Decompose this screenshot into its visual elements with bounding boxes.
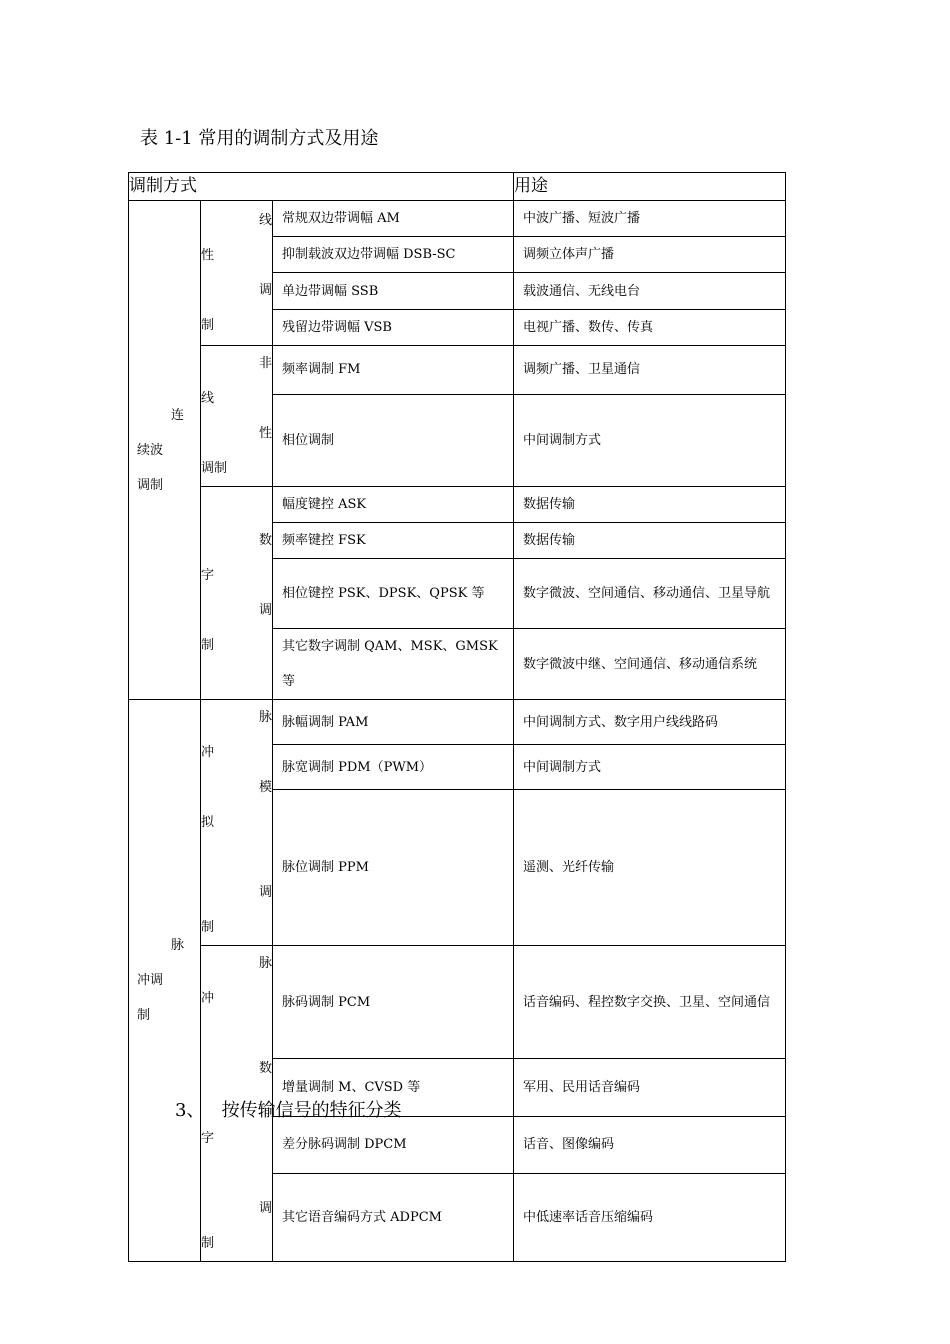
subgroup-digital: 数 字 调 制 xyxy=(201,487,273,700)
usage-cell: 调频立体声广播 xyxy=(514,237,786,273)
table-row xyxy=(129,487,786,523)
method-cell: 其它语音编码方式 ADPCM xyxy=(273,1174,514,1262)
section-heading: 3、 按传输信号的特征分类 xyxy=(175,1100,402,1121)
method-cell: 常规双边带调幅 AM xyxy=(273,201,514,237)
table-row xyxy=(129,201,786,237)
subgroup-pulse-digital: 脉 冲 数 字 调 制 xyxy=(201,946,273,1262)
method-cell: 差分脉码调制 DPCM xyxy=(273,1116,514,1173)
usage-cell: 数据传输 xyxy=(514,523,786,559)
category-pulse-label: 脉 冲调 制 xyxy=(137,938,185,1023)
category-continuous-label: 连 续波 调制 xyxy=(137,407,185,493)
usage-cell: 数字微波中继、空间通信、移动通信系统 xyxy=(514,629,786,700)
usage-cell: 中低速率话音压缩编码 xyxy=(514,1174,786,1262)
subgroup-nonlinear: 非 线 性 调制 xyxy=(201,346,273,487)
category-pulse xyxy=(129,700,201,1262)
subgroup-linear: 线 性 调 制 xyxy=(201,201,273,346)
method-cell: 幅度键控 ASK xyxy=(273,487,514,523)
table-row xyxy=(129,346,786,395)
category-continuous xyxy=(129,201,201,700)
method-cell: 脉位调制 PPM xyxy=(273,790,514,946)
table-caption: 表 1-1 常用的调制方式及用途 xyxy=(140,128,379,149)
usage-cell: 中间调制方式 xyxy=(514,394,786,486)
method-cell: 频率键控 FSK xyxy=(273,523,514,559)
usage-cell: 调频广播、卫星通信 xyxy=(514,346,786,395)
usage-cell: 数据传输 xyxy=(514,487,786,523)
table-row xyxy=(129,700,786,745)
usage-cell: 军用、民用话音编码 xyxy=(514,1059,786,1116)
usage-cell: 中波广播、短波广播 xyxy=(514,201,786,237)
usage-cell: 中间调制方式 xyxy=(514,745,786,790)
method-cell: 其它数字调制 QAM、MSK、GMSK 等 xyxy=(273,629,514,700)
usage-cell: 遥测、光纤传输 xyxy=(514,790,786,946)
method-cell: 脉幅调制 PAM xyxy=(273,700,514,745)
method-cell: 抑制载波双边带调幅 DSB-SC xyxy=(273,237,514,273)
method-cell: 相位调制 xyxy=(273,394,514,486)
header-usage: 用途 xyxy=(514,173,786,201)
usage-cell: 话音编码、程控数字交换、卫星、空间通信 xyxy=(514,946,786,1059)
usage-cell: 话音、图像编码 xyxy=(514,1116,786,1173)
header-method: 调制方式 xyxy=(129,173,514,201)
usage-cell: 载波通信、无线电台 xyxy=(514,273,786,310)
table-row xyxy=(129,946,786,1059)
usage-cell: 中间调制方式、数字用户线线路码 xyxy=(514,700,786,745)
method-cell: 相位键控 PSK、DPSK、QPSK 等 xyxy=(273,559,514,629)
method-cell: 残留边带调幅 VSB xyxy=(273,310,514,346)
table-header-row xyxy=(129,173,786,201)
usage-cell: 数字微波、空间通信、移动通信、卫星导航 xyxy=(514,559,786,629)
method-cell: 脉宽调制 PDM（PWM） xyxy=(273,745,514,790)
method-cell: 单边带调幅 SSB xyxy=(273,273,514,310)
subgroup-pulse-analog: 脉 冲 模 拟 调 制 xyxy=(201,700,273,946)
method-cell: 增量调制 M、CVSD 等 xyxy=(273,1059,514,1116)
usage-cell: 电视广播、数传、传真 xyxy=(514,310,786,346)
method-cell: 脉码调制 PCM xyxy=(273,946,514,1059)
method-cell: 频率调制 FM xyxy=(273,346,514,395)
